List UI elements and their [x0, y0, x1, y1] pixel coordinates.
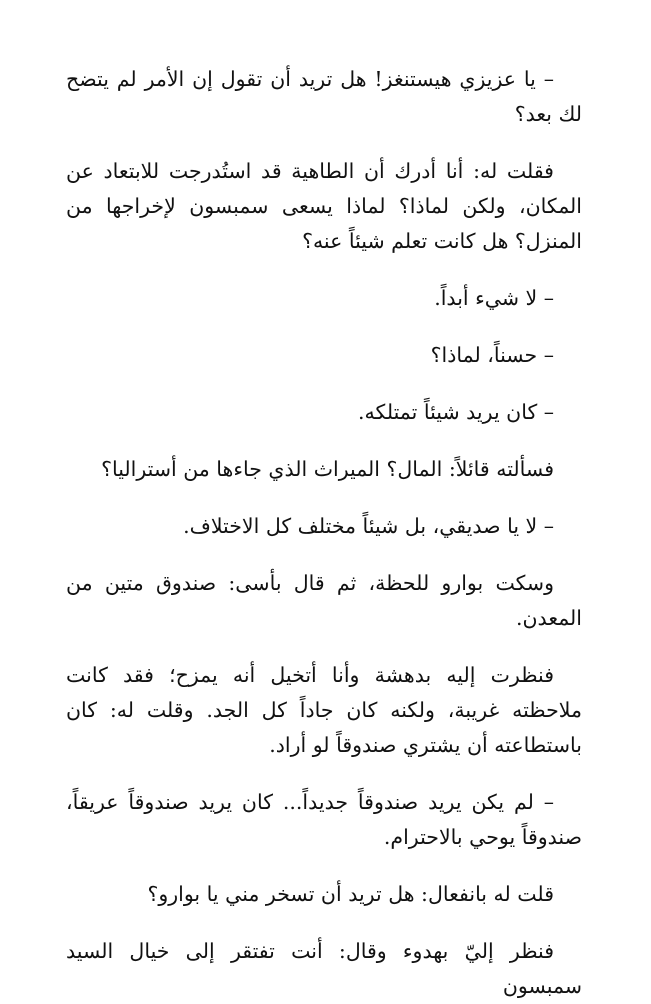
paragraph-10: – لم يكن يريد صندوقاً جديداً... كان يريد صندوقاً عريقاً، صندوقاً يوحي بالاحترام. — [66, 790, 582, 849]
paragraph-2: فقلت له: أنا أدرك أن الطاهية قد استُدرجت للابتعاد عن المكان، ولكن لماذا؟ لماذا يسعى سمبسون لإخراجها من المنزل؟ هل كانت تعلم شيئاً عنه؟ — [66, 159, 582, 253]
paragraph-6: فسألته قائلاً: المال؟ الميراث الذي جاءها من أستراليا؟ — [101, 457, 554, 481]
paragraph-4: – حسناً، لماذا؟ — [430, 343, 554, 367]
paragraph-12: فنظر إليّ بهدوء وقال: أنت تفتقر إلى خيال السيد سمبسون — [66, 939, 582, 998]
paragraph-5: – كان يريد شيئاً تمتلكه. — [357, 400, 554, 424]
paragraph-8: وسكت بوارو للحظة، ثم قال بأسى: صندوق متين من المعدن. — [66, 571, 582, 630]
paragraph-1: – يا عزيزي هيستنغز! هل تريد أن تقول إن الأمر لم يتضح لك بعد؟ — [66, 67, 582, 126]
paragraph-9: فنظرت إليه بدهشة وأنا أتخيل أنه يمزح؛ فقد كانت ملاحظته غريبة، ولكنه كان جاداً كل الجد. وقلت له: كان باستطاعته أن يشتري صندوقاً لو أراد. — [66, 663, 582, 757]
document-page — [66, 62, 582, 1004]
paragraph-7: – لا يا صديقي، بل شيئاً مختلف كل الاختلاف. — [183, 514, 554, 538]
paragraph-11: قلت له بانفعال: هل تريد أن تسخر مني يا بوارو؟ — [147, 882, 554, 906]
paragraph-3: – لا شيء أبداً. — [434, 286, 554, 310]
